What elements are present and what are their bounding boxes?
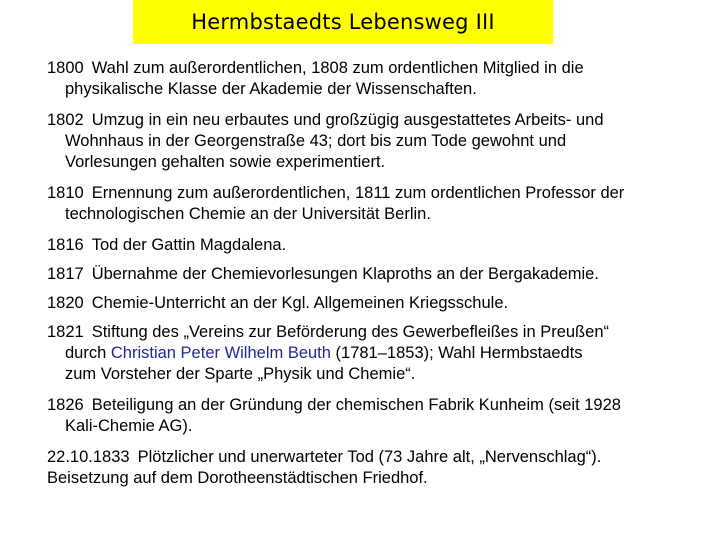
entry-line (47, 183, 707, 204)
timeline-entry-1816 (47, 235, 707, 256)
entry-text: Plötzlicher und unerwarteter Tod (73 Jahre alt, „Nervenschlag“). (137, 448, 602, 466)
entry-line (47, 264, 707, 285)
timeline-entry-1810 (47, 183, 707, 225)
entry-year: 1820 (47, 294, 84, 312)
entry-text-continued: Vorlesungen gehalten sowie experimentiert. (65, 153, 386, 171)
entry-text: Chemie-Unterricht an der Kgl. Allgemeinen Kriegsschule. (91, 294, 509, 312)
timeline-entry-1817 (47, 264, 707, 285)
entry-text-continued: Kali-Chemie AG). (65, 417, 193, 435)
entry-text-continued (47, 343, 707, 364)
page-title: Hermbstaedts Lebensweg III (191, 10, 495, 34)
entry-year: 1810 (47, 184, 84, 202)
entry-year: 1826 (47, 396, 84, 414)
entry-text: Beteiligung an der Gründung der chemischen Fabrik Kunheim (seit 1928 (91, 396, 621, 414)
entry-line (47, 322, 707, 343)
timeline-list (47, 58, 707, 499)
entry-year: 22.10.1833 (47, 448, 130, 466)
entry-year: 1800 (47, 59, 84, 77)
entry-line (47, 447, 707, 468)
entry-text-segment: (1781–1853); Wahl Hermbstaedts (330, 344, 583, 362)
timeline-entry-1820 (47, 293, 707, 314)
entry-year: 1816 (47, 236, 84, 254)
entry-text: Wahl zum außerordentlichen, 1808 zum ordentlichen Mitglied in die (91, 59, 584, 77)
title-banner (133, 0, 553, 44)
entry-text-continued: technologischen Chemie an der Universität Berlin. (65, 205, 431, 223)
timeline-entry-1833 (47, 447, 707, 489)
beuth-link[interactable]: Christian Peter Wilhelm Beuth (110, 344, 331, 362)
entry-line (47, 235, 707, 256)
timeline-entry-1800 (47, 58, 707, 100)
entry-text-continued: Beisetzung auf dem Dorotheenstädtischen Friedhof. (47, 469, 428, 487)
entry-text-continued: physikalische Klasse der Akademie der Wissenschaften. (65, 80, 477, 98)
entry-year: 1802 (47, 111, 84, 129)
entry-text-segment: durch (65, 344, 111, 362)
entry-line (47, 58, 707, 79)
entry-text: Tod der Gattin Magdalena. (91, 236, 287, 254)
entry-line (47, 110, 707, 131)
entry-text-continued: Wohnhaus in der Georgenstraße 43; dort bis zum Tode gewohnt und (65, 132, 567, 150)
entry-year: 1821 (47, 323, 84, 341)
timeline-entry-1802 (47, 110, 707, 173)
entry-text-continued: zum Vorsteher der Sparte „Physik und Chemie“. (65, 365, 416, 383)
entry-line (47, 293, 707, 314)
entry-text: Umzug in ein neu erbautes und großzügig ausgestattetes Arbeits- und (91, 111, 604, 129)
timeline-entry-1826 (47, 395, 707, 437)
entry-line (47, 395, 707, 416)
entry-year: 1817 (47, 265, 84, 283)
timeline-entry-1821 (47, 322, 707, 385)
entry-text: Übernahme der Chemievorlesungen Klaproths an der Bergakademie. (91, 265, 599, 283)
entry-text: Ernennung zum außerordentlichen, 1811 zum ordentlichen Professor der (91, 184, 625, 202)
entry-text: Stiftung des „Vereins zur Beförderung des Gewerbefleißes in Preußen“ (91, 323, 609, 341)
